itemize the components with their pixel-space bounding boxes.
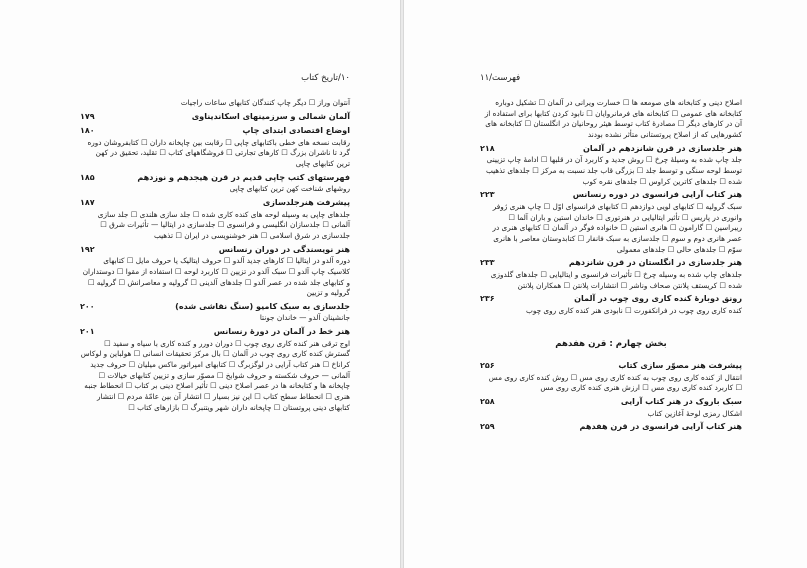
toc-page-number: ۲۳۶ (480, 294, 495, 304)
part-title: بخش چهارم : قرن هفدهم (555, 338, 667, 349)
toc-description: دوره آلدو در ایتالیا ☐ کارهای جدید آلدو ☐ حروف ایتالیک یا حروف مایل ☐ کتابهای کلاسیک چاپ آلدو ☐ سبک آلدو در تزیین ☐ کاربرد لوحه ☐ استفاده از مقوا ☐ دوستداران و کتابهای جلد شده در عصر آلدو ☐ جلدهای آلدینی ☐ گرولیه و معاصرانش ☐ گرولیه ☐ گرولیه و تزیین (82, 256, 350, 298)
toc-description: رقابت نسخه های خطی باکتابهای چاپی ☐ رقابت بین چاپخانه داران ☐ کتابفروشان دوره گرد تا ناشران بزرگ ☐ کارهای تجارتی ☐ فروشگاههای کتاب ☐ تقلید، تحقیق در کهن ترین کتابهای چاپی (87, 137, 350, 169)
toc-page-number: ۲۱۸ (480, 143, 495, 153)
toc-page-number: ۱۹۲ (80, 244, 95, 254)
right-toc-column (480, 72, 742, 434)
toc-heading (80, 124, 350, 138)
right-page (404, 0, 807, 568)
toc-description: اصلاح دینی و کتابخانه های صومعه ها ☐ خسارت ویرانی در آلمان ☐ تشکیل دوباره کتابخانه های عمومی ☐ کتابخانه های فرمانروایان ☐ نابود کردن کتابها برای استفاده از آن در کارهای دیگر ☐ مصادرهٔ کتاب توسط هیئر روحانیان در انگلستان ☐ کتابخانه های کشورهایی که از اصلاح پروتستانی متأثر نشده بودند (484, 98, 742, 140)
toc-description: جلدهای چاپ شده به وسیله چرخ ☐ تأثیرات فرانسوی و ایتالیایی ☐ جلدهای گلدوزی شده ☐ کریستف پلانتن صحاف وناشر ☐ انتشارات پلانتن ☐ همکاران پلانتن (490, 269, 742, 290)
toc-description: انتقال از کنده کاری روی چوب به کنده کاری روی مس ☐ روش کنده کاری روی مس ☐ کاربرد کنده کاری روی مس ☐ ارزش هنری کنده کاری روی مس (488, 372, 742, 393)
toc-heading (80, 325, 350, 339)
toc-heading-title: آلمان شمالی و سرزمینهای اسکاندیناوی (191, 110, 350, 121)
toc-heading (480, 359, 742, 373)
toc-page-number: ۲۳۳ (480, 258, 495, 268)
toc-heading (480, 188, 742, 202)
toc-heading-title: اوضاع اقتصادی ابتدای چاپ (242, 125, 350, 136)
toc-page-number: ۲۵۸ (480, 397, 495, 407)
toc-heading-title: هنر جلدسازی در انگلستان در قرن شانزدهم (568, 257, 742, 268)
toc-heading-title: رونق دوبارهٔ کنده کاری روی چوب در آلمان (574, 293, 742, 304)
toc-heading (480, 292, 742, 306)
right-page-header: فهرست/۱۱ (480, 73, 521, 83)
left-page (0, 0, 400, 568)
toc-heading-title: فهرستهای کتب چاپی قدیم در قرن هیجدهم و نوزدهم (137, 171, 350, 182)
left-toc-column (80, 72, 350, 414)
toc-heading-title: هنر نویسندگی در دوران رنسانس (218, 243, 350, 254)
toc-heading-title: پیشرفت هنر مصوّر سازی کتاب (618, 360, 742, 371)
toc-description: آنتوان وراز ☐ دیگر چاپ کنندگان کتابهای ساعات راجیات (180, 98, 350, 107)
toc-page-number: ۱۸۷ (80, 198, 95, 208)
toc-description: اشکال رمزی لوحهٔ آغازین کتاب (647, 408, 742, 418)
toc-page-number: ۲۵۶ (480, 361, 495, 371)
toc-page-number: ۲۰۰ (80, 301, 95, 311)
toc-description: سبک گرولیه ☐ کتابهای لویی دوازدهم ☐ کتابهای فرانسوای اوّل ☐ چاپ هنری ژوفر وانوری در پاریس ☐ تأثیر ایتالیایی در هنرتوری ☐ خاندان استین و باران آلما ☐ ریبراسین ☐ گارامون ☐ هانری استین ☐ خانواده فوگر در آلمان ☐ کتابهای هنری در عصر هانری دوم و سوم ☐ جلدسازی به سبک فانفار ☐ کتابدوستان معاصر با هانری سوّم ☐ جلدهای حالی ☐ جلدهای معمولی (492, 201, 742, 254)
toc-heading (80, 300, 350, 314)
toc-page-number: ۲۰۱ (80, 327, 95, 337)
toc-heading (80, 243, 350, 257)
toc-heading-title: هنر کتاب آرایی فرانسوی در دوره رنسانس (572, 189, 742, 200)
toc-heading-title: پیشرفت هنرجلدسازی (262, 197, 350, 208)
toc-description: جلد چاپ شده به وسیلهٔ چرخ ☐ روش جدید و کاربرد آن در قلبها ☐ ادامهٔ چاپ تزیینی توسط لوحه سنگی و توسط جلد ☐ بزرگی قاب جلد نسبت به مرکز ☐ جلدهای تذهیب شده ☐ جلدهای کاترین کراوس ☐ جلدهای نقره کوب (485, 155, 742, 186)
toc-heading-title: سبک باروک در هنر کتاب آرایی (620, 396, 742, 407)
toc-heading (80, 196, 350, 210)
toc-heading (480, 256, 742, 270)
toc-heading-title: هنر خط در آلمان در دورهٔ رنسانس (213, 326, 350, 337)
toc-page-number: ۱۸۵ (80, 172, 95, 182)
toc-page-number: ۲۵۹ (480, 422, 495, 432)
toc-page-number: ۱۷۹ (80, 111, 95, 121)
toc-heading (80, 110, 350, 124)
toc-heading-title: هنر جلدسازی در قرن شانزدهم در آلمان (583, 142, 742, 153)
toc-description: روشهای شناخت کهن ترین کتابهای چاپی (229, 184, 350, 194)
toc-heading (480, 420, 742, 434)
left-page-header: ۱۰/تاریخ کتاب (301, 73, 350, 83)
toc-heading-title: جلدسازی به سبک کامیو (سنگ نقاشی شده) (175, 300, 350, 311)
toc-description: جانشینان آلدو — خاندان جونتا (259, 313, 350, 323)
toc-page-number: ۲۲۳ (480, 190, 495, 200)
toc-heading-title: هنر کتاب آرایی فرانسوی در قرن هفدهم (579, 421, 742, 432)
toc-page-number: ۱۸۰ (80, 126, 95, 136)
toc-heading (480, 395, 742, 409)
toc-heading (80, 171, 350, 185)
toc-heading (480, 142, 742, 156)
toc-description: اوج ترقی هنر کنده کاری روی چوب ☐ دوران دورر و کنده کاری با سیاه و سفید ☐ گسترش کنده کاری روی چوب در آلمان ☐ بال مرکز تحقیقات انسانی ☐ هولباین و لوکاس کراناخ ☐ هنر کتاب آرایی در لوگزبرگ ☐ کتابهای امپراتور ماکس میلیان ☐ حروف جدید آلمانی — حروف شکسته و حروف شوابخ ☐ مصوّر سازی و تزیین کتابهای خیالات ☐ چاپخانه ها و کتابخانه ها در عصر اصلاح دینی ☐ تأثیر اصلاح دینی بر کتاب ☐ انحطاط جنبه هنری ☐ انحطاط سطح کتاب ☐ این نیز بسیار ☐ انتشار آن بین عامّهٔ مردم ☐ انتشار کتابهای دینی پروتستان ☐ چاپخانه داران شهر ویتنبرگ ☐ بازارهای کتاب ☐ (80, 338, 350, 412)
toc-description: جلدهای چاپی به وسیله لوحه های کنده کاری شده ☐ جلد سازی هلندی ☐ جلد سازی آلمانی ☐ جلدسازان انگلیسی و فرانسوی ☐ جلدسازی در ایتالیا — تأثیرات شرق ☐ جلدسازی در شرق اسلامی ☐ هنر خوشنویسی در ایران ☐ تذهیب (97, 209, 350, 240)
toc-description: کنده کاری روی چوب در فرانکفورت ☐ نابودی هنر کنده کاری روی چوب (525, 305, 742, 315)
